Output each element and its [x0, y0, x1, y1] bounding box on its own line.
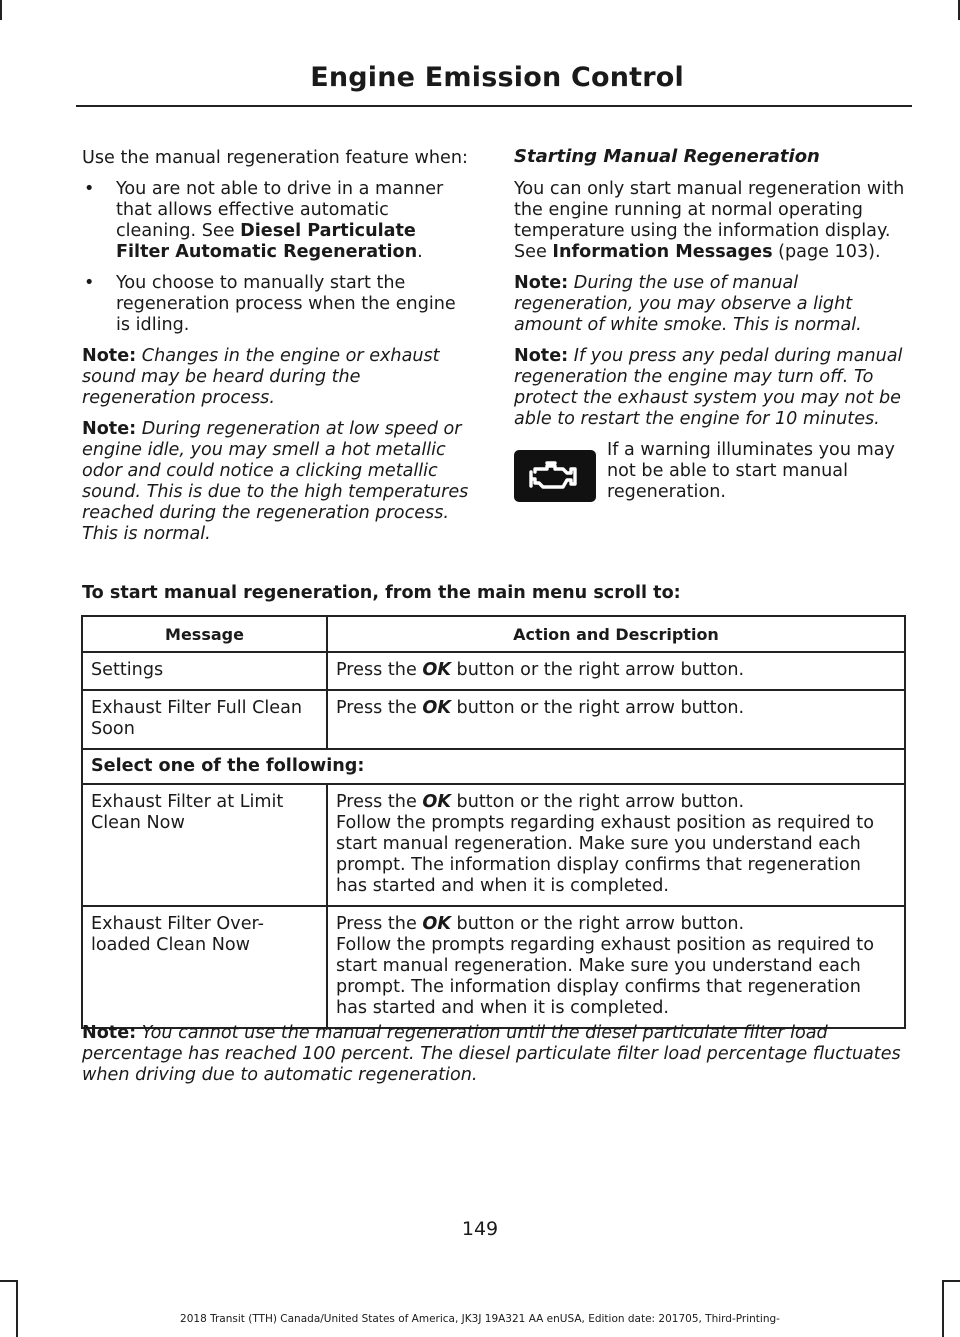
crop-mark-bottom-right — [944, 1280, 960, 1282]
bullet-icon: • — [84, 273, 95, 293]
action-cell: Press the OK button or the right arrow button. Follow the prompts regarding exhaust position as required to start manual regeneration. Make sure you understand each prompt. The information display confirms that regeneration has started and when it is completed. — [327, 906, 905, 1028]
note-label: Note: — [82, 346, 137, 366]
column-header-action: Action and Description — [327, 616, 905, 652]
note-text: During regeneration at low speed or engine idle, you may smell a hot metallic odor and could notice a clicking metallic sound. This is due to the high temperatures reached during the regeneration process. This is normal. — [82, 419, 469, 544]
bullet-icon: • — [84, 179, 95, 199]
note-label: Note: — [82, 419, 137, 439]
table-header-row — [82, 616, 905, 652]
warning-block — [514, 440, 908, 503]
ok-button-label: OK — [422, 698, 451, 718]
note-text: If you press any pedal during manual regeneration the engine may turn off. To protect the exhaust system you may not be able to restart the engine for 10 minutes. — [514, 346, 903, 429]
note — [82, 346, 474, 409]
action-cell: Press the OK button or the right arrow button. — [327, 652, 905, 690]
action-cell: Press the OK button or the right arrow button. — [327, 690, 905, 749]
message-cell: Exhaust Filter at Limit Clean Now — [82, 784, 327, 906]
ok-button-label: OK — [422, 914, 451, 934]
warning-text: If a warning illuminates you may not be able to start manual regeneration. — [607, 440, 895, 502]
ok-button-label: OK — [422, 660, 451, 680]
message-cell: Settings — [82, 652, 327, 690]
table-row — [82, 784, 905, 906]
right-column — [514, 146, 908, 503]
action-detail: Follow the prompts regarding exhaust position as required to start manual regeneration. Make sure you understand each prompt. The information display confirms that regeneration has started and when it is completed. — [336, 935, 874, 1018]
cross-reference-link[interactable]: Diesel Particulate Filter Automatic Regeneration — [116, 221, 418, 262]
action-detail: Follow the prompts regarding exhaust position as required to start manual regeneration. Make sure you understand each prompt. The information display confirms that regeneration has started and when it is completed. — [336, 813, 874, 896]
table-row — [82, 906, 905, 1028]
intro-paragraph: Use the manual regeneration feature when: — [82, 148, 468, 168]
crop-mark-bottom-right-v — [942, 1280, 944, 1337]
list-item: • You choose to manually start the regeneration process when the engine is idling. — [84, 273, 456, 335]
message-cell: Exhaust Filter Over-loaded Clean Now — [82, 906, 327, 1028]
page-number: 149 — [461, 1218, 499, 1240]
list-item: • You are not able to drive in a manner that allows effective automatic cleaning. See Diesel Particulate Filter Automatic Regeneration. — [84, 179, 444, 262]
table-row — [82, 690, 905, 749]
note-text: During the use of manual regeneration, you may observe a light amount of white smoke. This is normal. — [514, 273, 862, 335]
note — [82, 419, 474, 545]
crop-mark-top-left — [0, 0, 2, 20]
select-instruction: Select one of the following: — [82, 749, 905, 784]
body-paragraph: You can only start manual regeneration with the engine running at normal operating temperature using the information display. See Information Messages (page 103). — [514, 179, 905, 262]
section-heading: Starting Manual Regeneration — [514, 146, 820, 167]
page-title: Engine Emission Control — [310, 62, 684, 93]
regeneration-menu-table — [81, 615, 906, 1029]
action-cell: Press the OK button or the right arrow button. Follow the prompts regarding exhaust position as required to start manual regeneration. Make sure you understand each prompt. The information display confirms that regeneration has started and when it is completed. — [327, 784, 905, 906]
bottom-note — [82, 1023, 908, 1086]
note — [514, 273, 908, 336]
table-row-select — [82, 749, 905, 784]
column-header-message: Message — [82, 616, 327, 652]
note-text: You cannot use the manual regeneration until the diesel particulate filter load percentage has reached 100 percent. The diesel particulate filter load percentage fluctuates when driving due to automatic regeneration. — [82, 1023, 901, 1085]
note — [514, 346, 908, 430]
crop-mark-bottom-left — [0, 1280, 16, 1282]
message-cell: Exhaust Filter Full Clean Soon — [82, 690, 327, 749]
check-engine-icon — [514, 450, 596, 502]
note-text: Changes in the engine or exhaust sound may be heard during the regeneration process. — [82, 346, 440, 408]
cross-reference-link[interactable]: Information Messages — [552, 242, 773, 262]
table-row — [82, 652, 905, 690]
edition-footer: 2018 Transit (TTH) Canada/United States of America, JK3J 19A321 AA enUSA, Edition date: 201705, Third-Printing- — [180, 1313, 780, 1325]
note-label: Note: — [82, 1023, 137, 1043]
title-divider — [76, 105, 912, 107]
ok-button-label: OK — [422, 792, 451, 812]
crop-mark-bottom-left-v — [16, 1280, 18, 1337]
note-label: Note: — [514, 346, 569, 366]
note-label: Note: — [514, 273, 569, 293]
left-column — [82, 148, 474, 555]
check-engine-icon-graphic — [525, 458, 585, 494]
table-intro: To start manual regeneration, from the main menu scroll to: — [82, 583, 681, 603]
